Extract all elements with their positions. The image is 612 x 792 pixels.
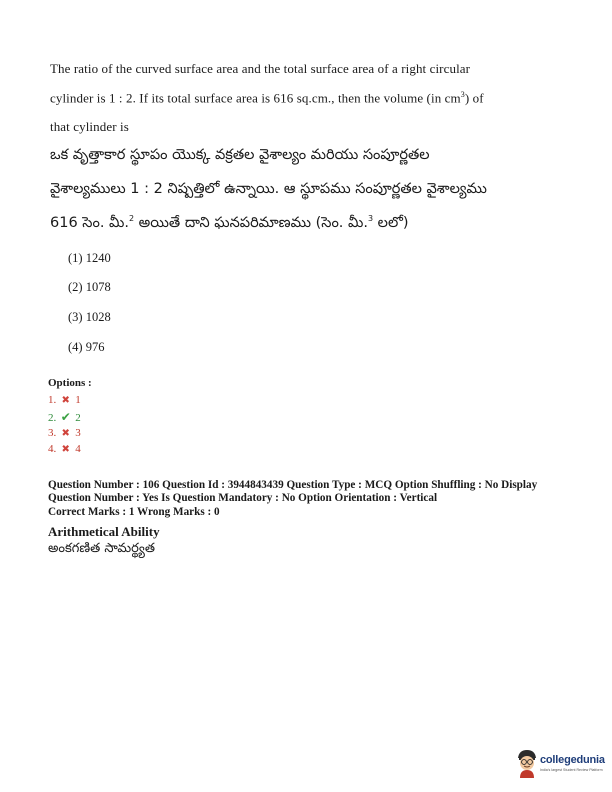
option-row-1: 1. ✖ 1 xyxy=(48,394,81,406)
option-row-3: 3. ✖ 3 xyxy=(48,427,81,439)
choice-2: (2) 1078 xyxy=(68,280,111,294)
question-line-3: that cylinder is xyxy=(50,119,129,134)
choice-4: (4) 976 xyxy=(68,340,105,354)
options-heading: Options : xyxy=(48,377,92,389)
question-telugu-line-2: వైశాల్యములు 1 : 2 నిష్పత్తిలో ఉన్నాయి. ఆ స్థూపము సంపూర్ణతల వైశాల్యము xyxy=(50,181,487,197)
choice-1: (1) 1240 xyxy=(68,251,111,265)
wrong-mark-icon: ✖ xyxy=(61,443,70,455)
meta-line-1: Question Number : 106 Question Id : 3944843439 Question Type : MCQ Option Shuffling : No Display xyxy=(48,479,538,491)
wrong-mark-icon: ✖ xyxy=(61,427,70,439)
correct-check-icon: ✔ xyxy=(60,410,71,424)
mascot-icon xyxy=(515,748,539,778)
question-line-2: cylinder is 1 : 2. If its total surface area is 616 sq.cm., then the volume (in $cm^3$) of xyxy=(50,90,484,106)
option-row-2: 2. ✔ 2 xyxy=(48,410,81,424)
question-line-1: The ratio of the curved surface area and the total surface area of a right circular xyxy=(50,61,471,76)
wrong-mark-icon: ✖ xyxy=(61,394,70,406)
section-title-english: Arithmetical Ability xyxy=(48,524,160,539)
meta-line-2: Question Number : Yes Is Question Mandatory : No Option Orientation : Vertical xyxy=(48,492,438,504)
question-telugu-line-1: ఒక వృత్తాకార స్థూపం యొక్క వక్రతల వైశాల్యం మరియు సంపూర్ణతల xyxy=(50,147,430,163)
collegedunia-logo: collegedunia India's largest Student Review Platform xyxy=(515,748,607,782)
option-row-4: 4. ✖ 4 xyxy=(48,443,81,455)
section-title-telugu: అంకగణిత సామర్థ్యత xyxy=(48,541,156,556)
choice-3: (3) 1028 xyxy=(68,310,111,324)
meta-line-3: Correct Marks : 1 Wrong Marks : 0 xyxy=(48,506,220,518)
question-telugu-line-3: 616 సెం. మీ.$^2$ అయితే దాని ఘనపరిమాణము (సెం. మీ.$^3$ లలో) xyxy=(50,214,409,231)
